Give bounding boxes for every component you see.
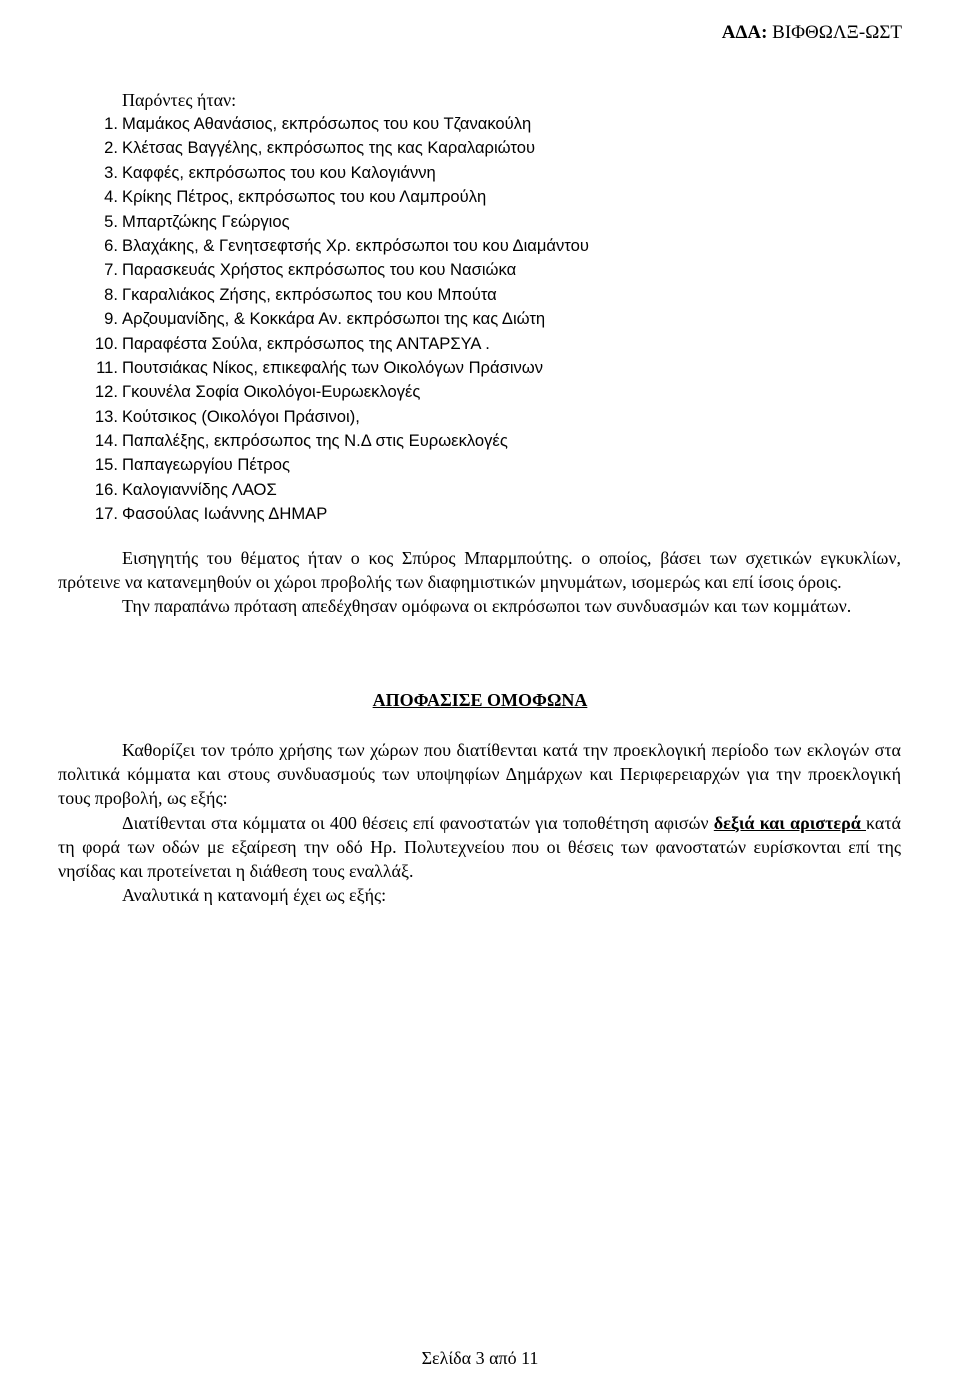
attendee-number: 12. xyxy=(94,382,118,402)
attendee-text: Καλογιαννίδης ΛΑΟΣ xyxy=(122,479,277,499)
acceptance-paragraph: Την παραπάνω πρόταση απεδέχθησαν ομόφωνα οι εκπρόσωποι των συνδυασμών και των κομμάτων. xyxy=(122,596,852,617)
attendee-text: Πουτσιάκας Νίκος, επικεφαλής των Οικολόγων Πράσινων xyxy=(122,357,544,377)
attendee-number: 16. xyxy=(94,479,118,499)
attendee-text: Καφφές, εκπρόσωπος του κου Καλογιάννη xyxy=(122,162,436,182)
attendee-number: 6. xyxy=(104,235,118,255)
attendee-text: Κούτσικος (Οικολόγοι Πράσινοι), xyxy=(122,406,360,426)
attendee-item xyxy=(62,502,762,526)
ada-code xyxy=(722,22,902,44)
allocation-emphasis: δεξιά και αριστερά xyxy=(713,812,866,833)
attendee-number: 8. xyxy=(104,284,118,304)
attendee-item xyxy=(62,356,762,380)
attendee-number: 14. xyxy=(94,431,118,451)
attendee-number: 15. xyxy=(94,455,118,475)
attendee-text: Γκουνέλα Σοφία Οικολόγοι-Ευρωεκλογές xyxy=(122,382,421,402)
decision-heading: ΑΠΟΦΑΣΙΣΕ ΟΜΟΦΩΝΑ xyxy=(372,690,588,710)
attendee-item xyxy=(62,185,762,209)
attendee-text: Μαμάκος Αθανάσιος, εκπρόσωπος του κου Τζανακούλη xyxy=(122,114,532,133)
attendee-text: Βλαχάκης, & Γενητσεφτσής Χρ. εκπρόσωποι του κου Διαμάντου xyxy=(122,235,589,255)
page-number: Σελίδα 3 από 11 xyxy=(421,1348,539,1368)
attendee-item xyxy=(62,380,762,404)
decision-paragraph: Καθορίζει τον τρόπο χρήσης των χώρων που διατίθενται κατά την προεκλογική περίοδο των εκλογών στα πολιτικά κόμματα και στους συνδυασμούς των υποψηφίων Δημάρχων και Περιφερειαρχών για την προεκλογική τους προβολή, ως εξής: xyxy=(58,740,901,809)
allocation-paragraph xyxy=(58,811,901,884)
attendee-text: Παπαλέξης, εκπρόσωπος της Ν.Δ στις Ευρωεκλογές xyxy=(122,431,508,451)
attendee-text: Παρασκευάς Χρήστος εκπρόσωπος του κου Νασιώκα xyxy=(122,260,517,280)
attendee-item xyxy=(62,429,762,453)
attendee-number: 9. xyxy=(104,309,118,329)
rapporteur-paragraph: Εισηγητής του θέματος ήταν ο κος Σπύρος Μπαρμπούτης. ο οποίος, βάσει των σχετικών εγκυκλίων, πρότεινε να κατανεμηθούν οι χώροι προβολής των διαφημιστικών μηνυμάτων, ισομερώς και επί ίσοις όροις. xyxy=(58,548,901,593)
attendee-number: 5. xyxy=(104,211,118,231)
attendee-text: Μπαρτζώκης Γεώργιος xyxy=(122,211,290,231)
attendee-item xyxy=(62,112,762,136)
allocation-after: κατά τη φορά των οδών με εξαίρεση την οδό Ηρ. Πολυτεχνείου που οι θέσεις των φανοστατών ευρίσκονται επί της νησίδας και προτείνεται η διάθεση τους εναλλάξ. xyxy=(58,812,901,882)
attendee-text: Αρζουμανίδης, & Κοκκάρα Αν. εκπρόσωποι της κας Διώτη xyxy=(122,309,546,329)
attendee-number: 7. xyxy=(104,260,118,280)
attendee-item xyxy=(62,210,762,234)
attendee-text: Κλέτσας Βαγγέλης, εκπρόσωπος της κας Καραλαριώτου xyxy=(122,138,536,158)
attendee-text: Παραφέστα Σούλα, εκπρόσωπος της ΑΝΤΑΡΣΥΑ . xyxy=(122,333,490,353)
attendee-item xyxy=(62,332,762,356)
attendee-number: 10. xyxy=(94,333,118,353)
attendee-item xyxy=(62,161,762,185)
attendee-number: 11. xyxy=(96,357,118,377)
present-label: Παρόντες ήταν: xyxy=(122,90,237,110)
attendee-item xyxy=(62,258,762,282)
attendee-number: 13. xyxy=(94,406,118,426)
attendee-item xyxy=(62,307,762,331)
attendee-number: 2. xyxy=(104,138,118,158)
attendee-number: 1. xyxy=(104,114,118,133)
attendee-text: Κρίκης Πέτρος, εκπρόσωπος του κου Λαμπρούλη xyxy=(122,187,487,207)
allocation-before: Διατίθενται στα κόμματα οι 400 θέσεις επί φανοστατών για τοποθέτηση αφισών xyxy=(122,812,714,833)
attendee-item xyxy=(62,405,762,429)
ada-label: ΑΔΑ: xyxy=(721,22,768,43)
attendee-text: Φασούλας Ιωάννης ΔΗΜΑΡ xyxy=(122,504,328,524)
detail-intro: Αναλυτικά η κατανομή έχει ως εξής: xyxy=(122,885,387,906)
attendee-item xyxy=(62,234,762,258)
decision-section xyxy=(58,738,901,907)
rapporteur-section xyxy=(58,546,901,619)
ada-value: ΒΙΦΘΩΛΞ-ΩΣΤ xyxy=(772,22,902,43)
attendee-list xyxy=(62,112,762,527)
attendee-item xyxy=(62,283,762,307)
attendee-text: Παπαγεωργίου Πέτρος xyxy=(122,455,290,475)
attendee-number: 4. xyxy=(104,187,118,207)
attendee-item xyxy=(62,136,762,160)
attendee-number: 17. xyxy=(94,504,118,524)
attendee-item xyxy=(62,478,762,502)
attendee-item xyxy=(62,453,762,477)
attendee-text: Γκαραλιάκος Ζήσης, εκπρόσωπος του κου Μπούτα xyxy=(122,284,497,304)
attendee-number: 3. xyxy=(104,162,118,182)
